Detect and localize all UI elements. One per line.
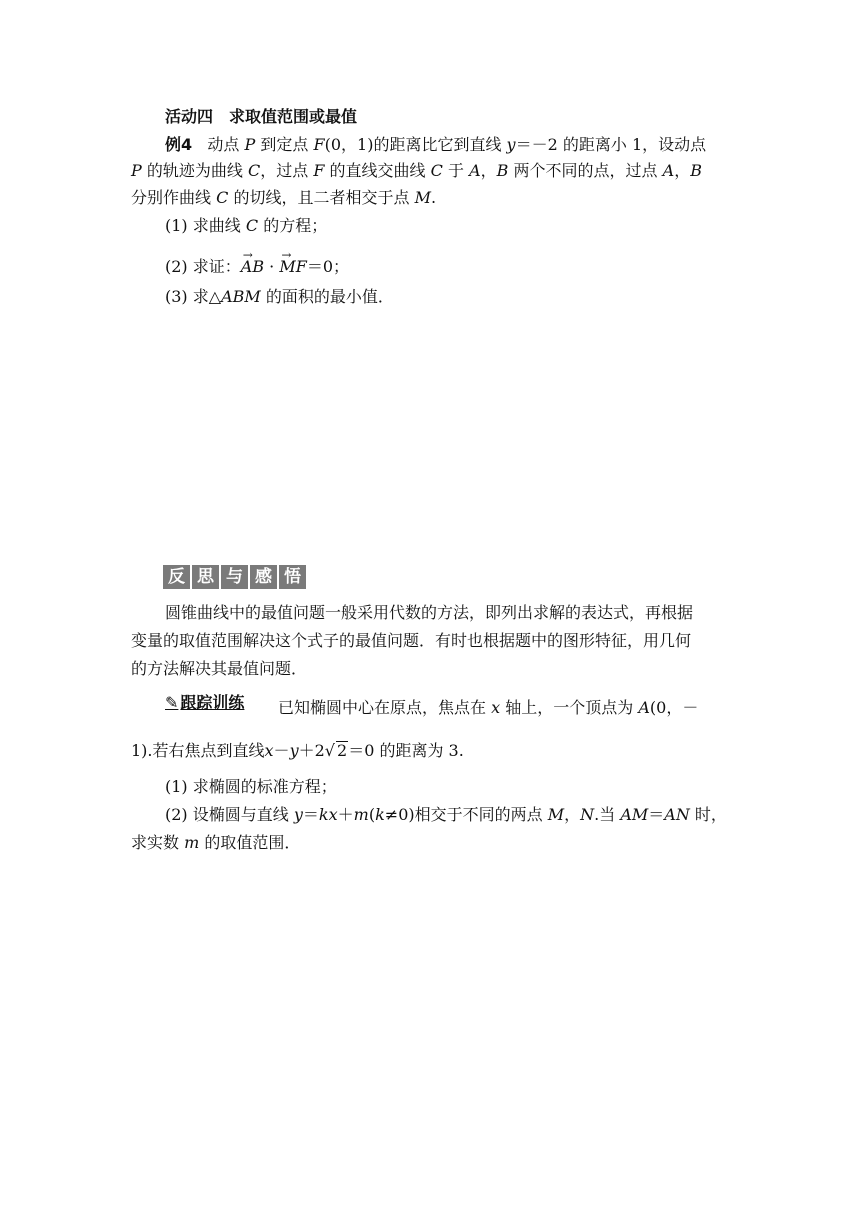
var-m: m	[353, 805, 369, 824]
var-y: y	[506, 135, 516, 154]
text: 分别作曲线	[131, 188, 212, 207]
var-an: AN	[664, 805, 690, 824]
var-x: x	[491, 698, 501, 717]
var-a: A	[469, 161, 481, 180]
question-3	[165, 286, 394, 308]
var-y: y	[289, 741, 299, 760]
var-m: m	[184, 833, 200, 852]
text: ＋	[337, 805, 354, 824]
badge-char: 思	[192, 565, 219, 589]
var-a: A	[638, 698, 650, 717]
var-abm: ABM	[221, 287, 261, 306]
reflection-badge	[163, 565, 306, 589]
text: 的轨迹为曲线	[146, 161, 243, 180]
text: .	[430, 188, 437, 207]
text: 轴上，一个顶点为	[505, 698, 634, 717]
text: (0，－	[649, 698, 699, 717]
var-y: y	[293, 805, 303, 824]
var-b: B	[690, 161, 702, 180]
var-c: C	[430, 161, 443, 180]
var-c: C	[245, 216, 259, 235]
training-line-2	[131, 740, 464, 762]
var-b: B	[496, 161, 509, 180]
text: 时，	[694, 805, 727, 824]
training-line-1	[278, 697, 698, 719]
text: ，	[564, 805, 581, 824]
var-n: N	[580, 805, 595, 824]
text: 的面积的最小值．	[265, 287, 394, 306]
badge-char: 与	[221, 565, 248, 589]
vector-mf: → MF	[279, 256, 306, 278]
question-1	[165, 215, 327, 237]
var-am: AM	[620, 805, 649, 824]
text: 的方程；	[263, 216, 328, 235]
var-p: P	[244, 135, 256, 154]
example-line-2	[131, 160, 702, 182]
training-question-3	[131, 832, 300, 854]
pencil-icon: ✎	[165, 693, 179, 712]
training-question-1: (1) 求椭圆的标准方程；	[165, 777, 337, 796]
badge-char: 感	[250, 565, 277, 589]
text: ＋2	[298, 741, 325, 760]
text: 的取值范围．	[204, 833, 301, 852]
training-title	[165, 692, 244, 714]
var-c: C	[247, 161, 261, 180]
text: 1).若右焦点到直线	[131, 741, 265, 760]
text: (1) 求曲线	[165, 216, 241, 235]
badge-char: 反	[163, 565, 190, 589]
text: ≠0)相交于不同的两点	[384, 805, 543, 824]
text: (0，1)的距离比它到直线	[324, 135, 502, 154]
text: ＝	[648, 805, 665, 824]
example-line-1	[165, 134, 706, 156]
text: (3) 求△	[165, 287, 222, 306]
text: ，过点	[260, 161, 309, 180]
text: ，	[480, 161, 497, 180]
text: 已知椭圆中心在原点，焦点在	[278, 698, 487, 717]
question-2	[165, 256, 349, 278]
text: (2) 设椭圆与直线	[165, 805, 289, 824]
badge-char: 悟	[279, 565, 306, 589]
text: ＝－2 的距离小 1，设动点	[515, 135, 707, 154]
var-m: M	[547, 805, 565, 824]
text: .当	[594, 805, 616, 824]
var-k: k	[375, 805, 385, 824]
example-label: 例4	[165, 135, 193, 154]
text: (	[368, 805, 376, 824]
reflection-line-3: 的方法解决其最值问题．	[131, 659, 308, 678]
text: ＝	[302, 805, 319, 824]
var-kx: kx	[318, 805, 338, 824]
text: 动点	[207, 135, 240, 154]
text: (2) 求证：	[165, 257, 241, 276]
vector-ab: → AB	[241, 256, 264, 278]
text: 两个不同的点，过点	[513, 161, 658, 180]
var-p: P	[131, 161, 142, 180]
dot-operator: ·	[269, 257, 275, 276]
sqrt-operand: 2	[337, 741, 348, 760]
text: 求实数	[131, 833, 180, 852]
training-question-2	[165, 804, 727, 826]
activity-heading: 活动四 求取值范围或最值	[165, 107, 358, 126]
text: －	[273, 741, 290, 760]
var-x: x	[264, 741, 274, 760]
var-a: A	[662, 161, 675, 180]
text: ＝0 的距离为 3.	[348, 741, 464, 760]
sqrt-sign: √	[324, 741, 335, 760]
text: 的直线交曲线	[329, 161, 426, 180]
var-m: M	[414, 188, 431, 207]
text: ＝0；	[306, 257, 350, 276]
var-c: C	[216, 188, 229, 207]
text: 于	[447, 161, 464, 180]
training-title-text: 跟踪训练	[180, 693, 245, 712]
text: 到定点	[260, 135, 309, 154]
example-line-3	[131, 187, 436, 209]
text: 的切线，且二者相交于点	[233, 188, 410, 207]
reflection-line-1: 圆锥曲线中的最值问题一般采用代数的方法，即列出求解的表达式，再根据	[165, 603, 694, 622]
var-f: F	[313, 135, 325, 154]
reflection-line-2: 变量的取值范围解决这个式子的最值问题．有时也根据题中的图形特征，用几何	[131, 631, 692, 650]
text: ，	[674, 161, 691, 180]
var-f: F	[313, 161, 325, 180]
